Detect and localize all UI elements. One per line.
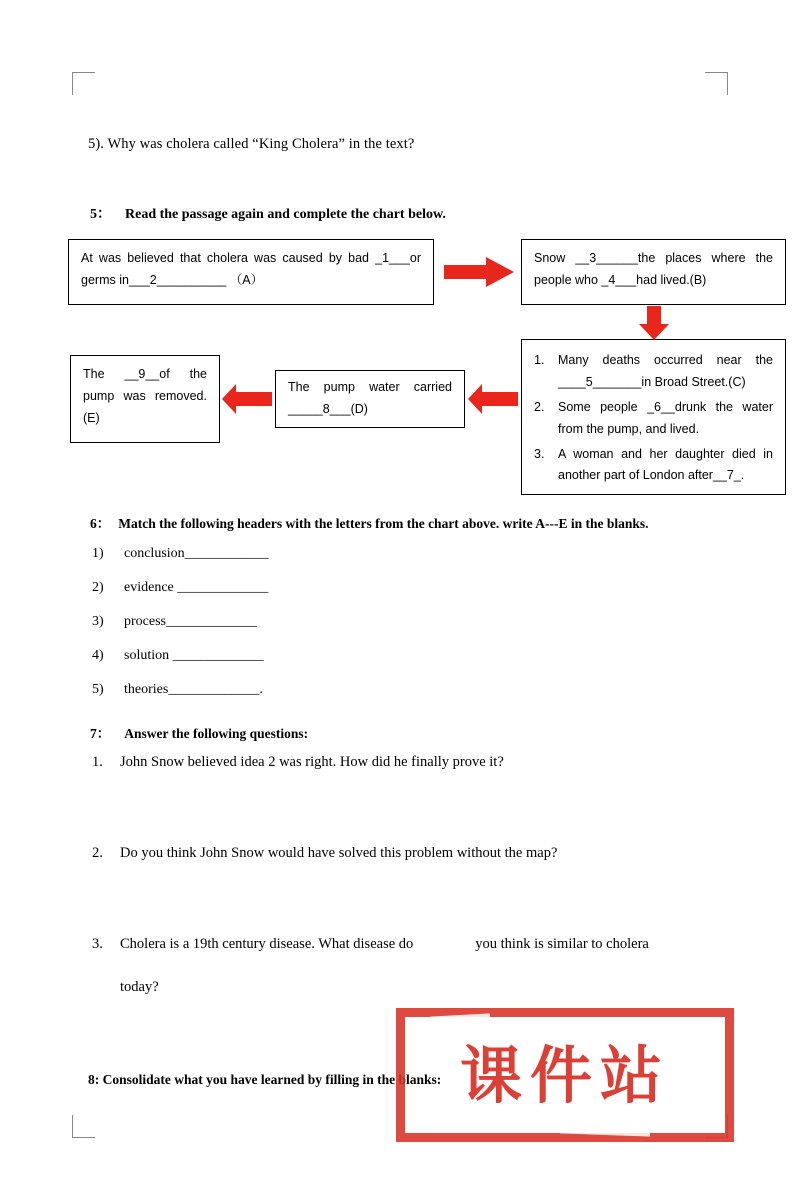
section-6-heading bbox=[90, 512, 649, 532]
arrow-right-a-to-b-icon bbox=[444, 257, 514, 287]
question-text-continuation: today? bbox=[120, 979, 159, 995]
list-marker: 2. bbox=[534, 399, 545, 414]
section-7-title: Answer the following questions: bbox=[124, 726, 309, 741]
list-label[interactable]: theories_____________. bbox=[124, 682, 263, 697]
list-label[interactable]: conclusion____________ bbox=[124, 546, 269, 561]
list-item bbox=[92, 648, 512, 682]
list-item bbox=[534, 350, 773, 394]
chart-box-d: The pump water carried _____8___(D) bbox=[275, 370, 465, 428]
list-index: 4) bbox=[92, 648, 104, 663]
question-text-tail: you think is similar to cholera bbox=[475, 936, 649, 952]
page-corner-mark-bottom-left bbox=[72, 1115, 95, 1138]
arrow-down-b-to-c-icon bbox=[639, 306, 669, 340]
watermark-scratch bbox=[700, 1040, 707, 1090]
list-marker: 1. bbox=[534, 353, 545, 367]
chart-box-e: The __9__of the pump was removed.(E) bbox=[70, 355, 220, 443]
list-index: 5) bbox=[92, 682, 104, 697]
page-corner-mark-top-left bbox=[72, 72, 95, 95]
list-index: 3) bbox=[92, 614, 104, 629]
list-item bbox=[92, 546, 512, 580]
list-label[interactable]: solution _____________ bbox=[124, 648, 264, 663]
question-index: 3. bbox=[92, 936, 103, 952]
chart-box-c-list bbox=[534, 350, 773, 487]
question-text: Cholera is a 19th century disease. What disease do bbox=[120, 936, 414, 952]
list-text: Some people _6__drunk the water from the pump, and lived. bbox=[558, 399, 773, 436]
question-5-prompt: 5). Why was cholera called “King Cholera” in the text? bbox=[88, 136, 415, 152]
list-marker: 3. bbox=[534, 446, 545, 461]
list-item bbox=[92, 580, 512, 614]
list-label[interactable]: process_____________ bbox=[124, 614, 257, 629]
section-6-title: Match the following headers with the letters from the chart above. write A---E in the blanks. bbox=[118, 516, 649, 531]
section-5-number: 5： bbox=[90, 207, 111, 222]
question-text: Do you think John Snow would have solved this problem without the map? bbox=[120, 845, 558, 861]
question-item bbox=[92, 754, 752, 771]
section-6-number: 6： bbox=[90, 516, 111, 531]
question-item bbox=[92, 936, 752, 996]
list-text: Many deaths occurred near the ____5_______in Broad Street.(C) bbox=[558, 353, 773, 389]
page-corner-mark-top-right bbox=[705, 72, 728, 95]
question-index: 1. bbox=[92, 754, 103, 770]
section-6-match-list bbox=[92, 546, 512, 716]
list-item bbox=[92, 682, 512, 716]
list-item bbox=[92, 614, 512, 648]
arrow-left-c-to-d-icon bbox=[468, 384, 518, 414]
list-index: 2) bbox=[92, 580, 104, 595]
watermark-stamp-text: 课件站 bbox=[459, 1039, 670, 1112]
section-8-heading: 8: Consolidate what you have learned by filling in the blanks: bbox=[88, 1072, 442, 1087]
list-text: A woman and her daughter died in another part of London after__7_. bbox=[558, 446, 773, 483]
section-7-heading bbox=[90, 722, 308, 742]
list-index: 1) bbox=[92, 546, 104, 561]
list-item bbox=[534, 444, 773, 488]
chart-box-a: At was believed that cholera was caused by bad _1___or germs in___2__________ （A） bbox=[68, 239, 434, 305]
question-text: John Snow believed idea 2 was right. How did he finally prove it? bbox=[120, 754, 504, 770]
question-item bbox=[92, 845, 752, 862]
section-5-title: Read the passage again and complete the chart below. bbox=[125, 207, 446, 222]
list-item bbox=[534, 397, 773, 441]
chart-box-c bbox=[521, 339, 786, 495]
section-5-heading bbox=[90, 203, 446, 223]
list-label[interactable]: evidence _____________ bbox=[124, 580, 269, 595]
section-7-number: 7： bbox=[90, 726, 111, 741]
question-text-wrapper bbox=[120, 936, 752, 996]
arrow-left-d-to-e-icon bbox=[222, 384, 272, 414]
question-index: 2. bbox=[92, 845, 103, 861]
chart-box-b: Snow __3______the places where the people who _4___had lived.(B) bbox=[521, 239, 786, 305]
